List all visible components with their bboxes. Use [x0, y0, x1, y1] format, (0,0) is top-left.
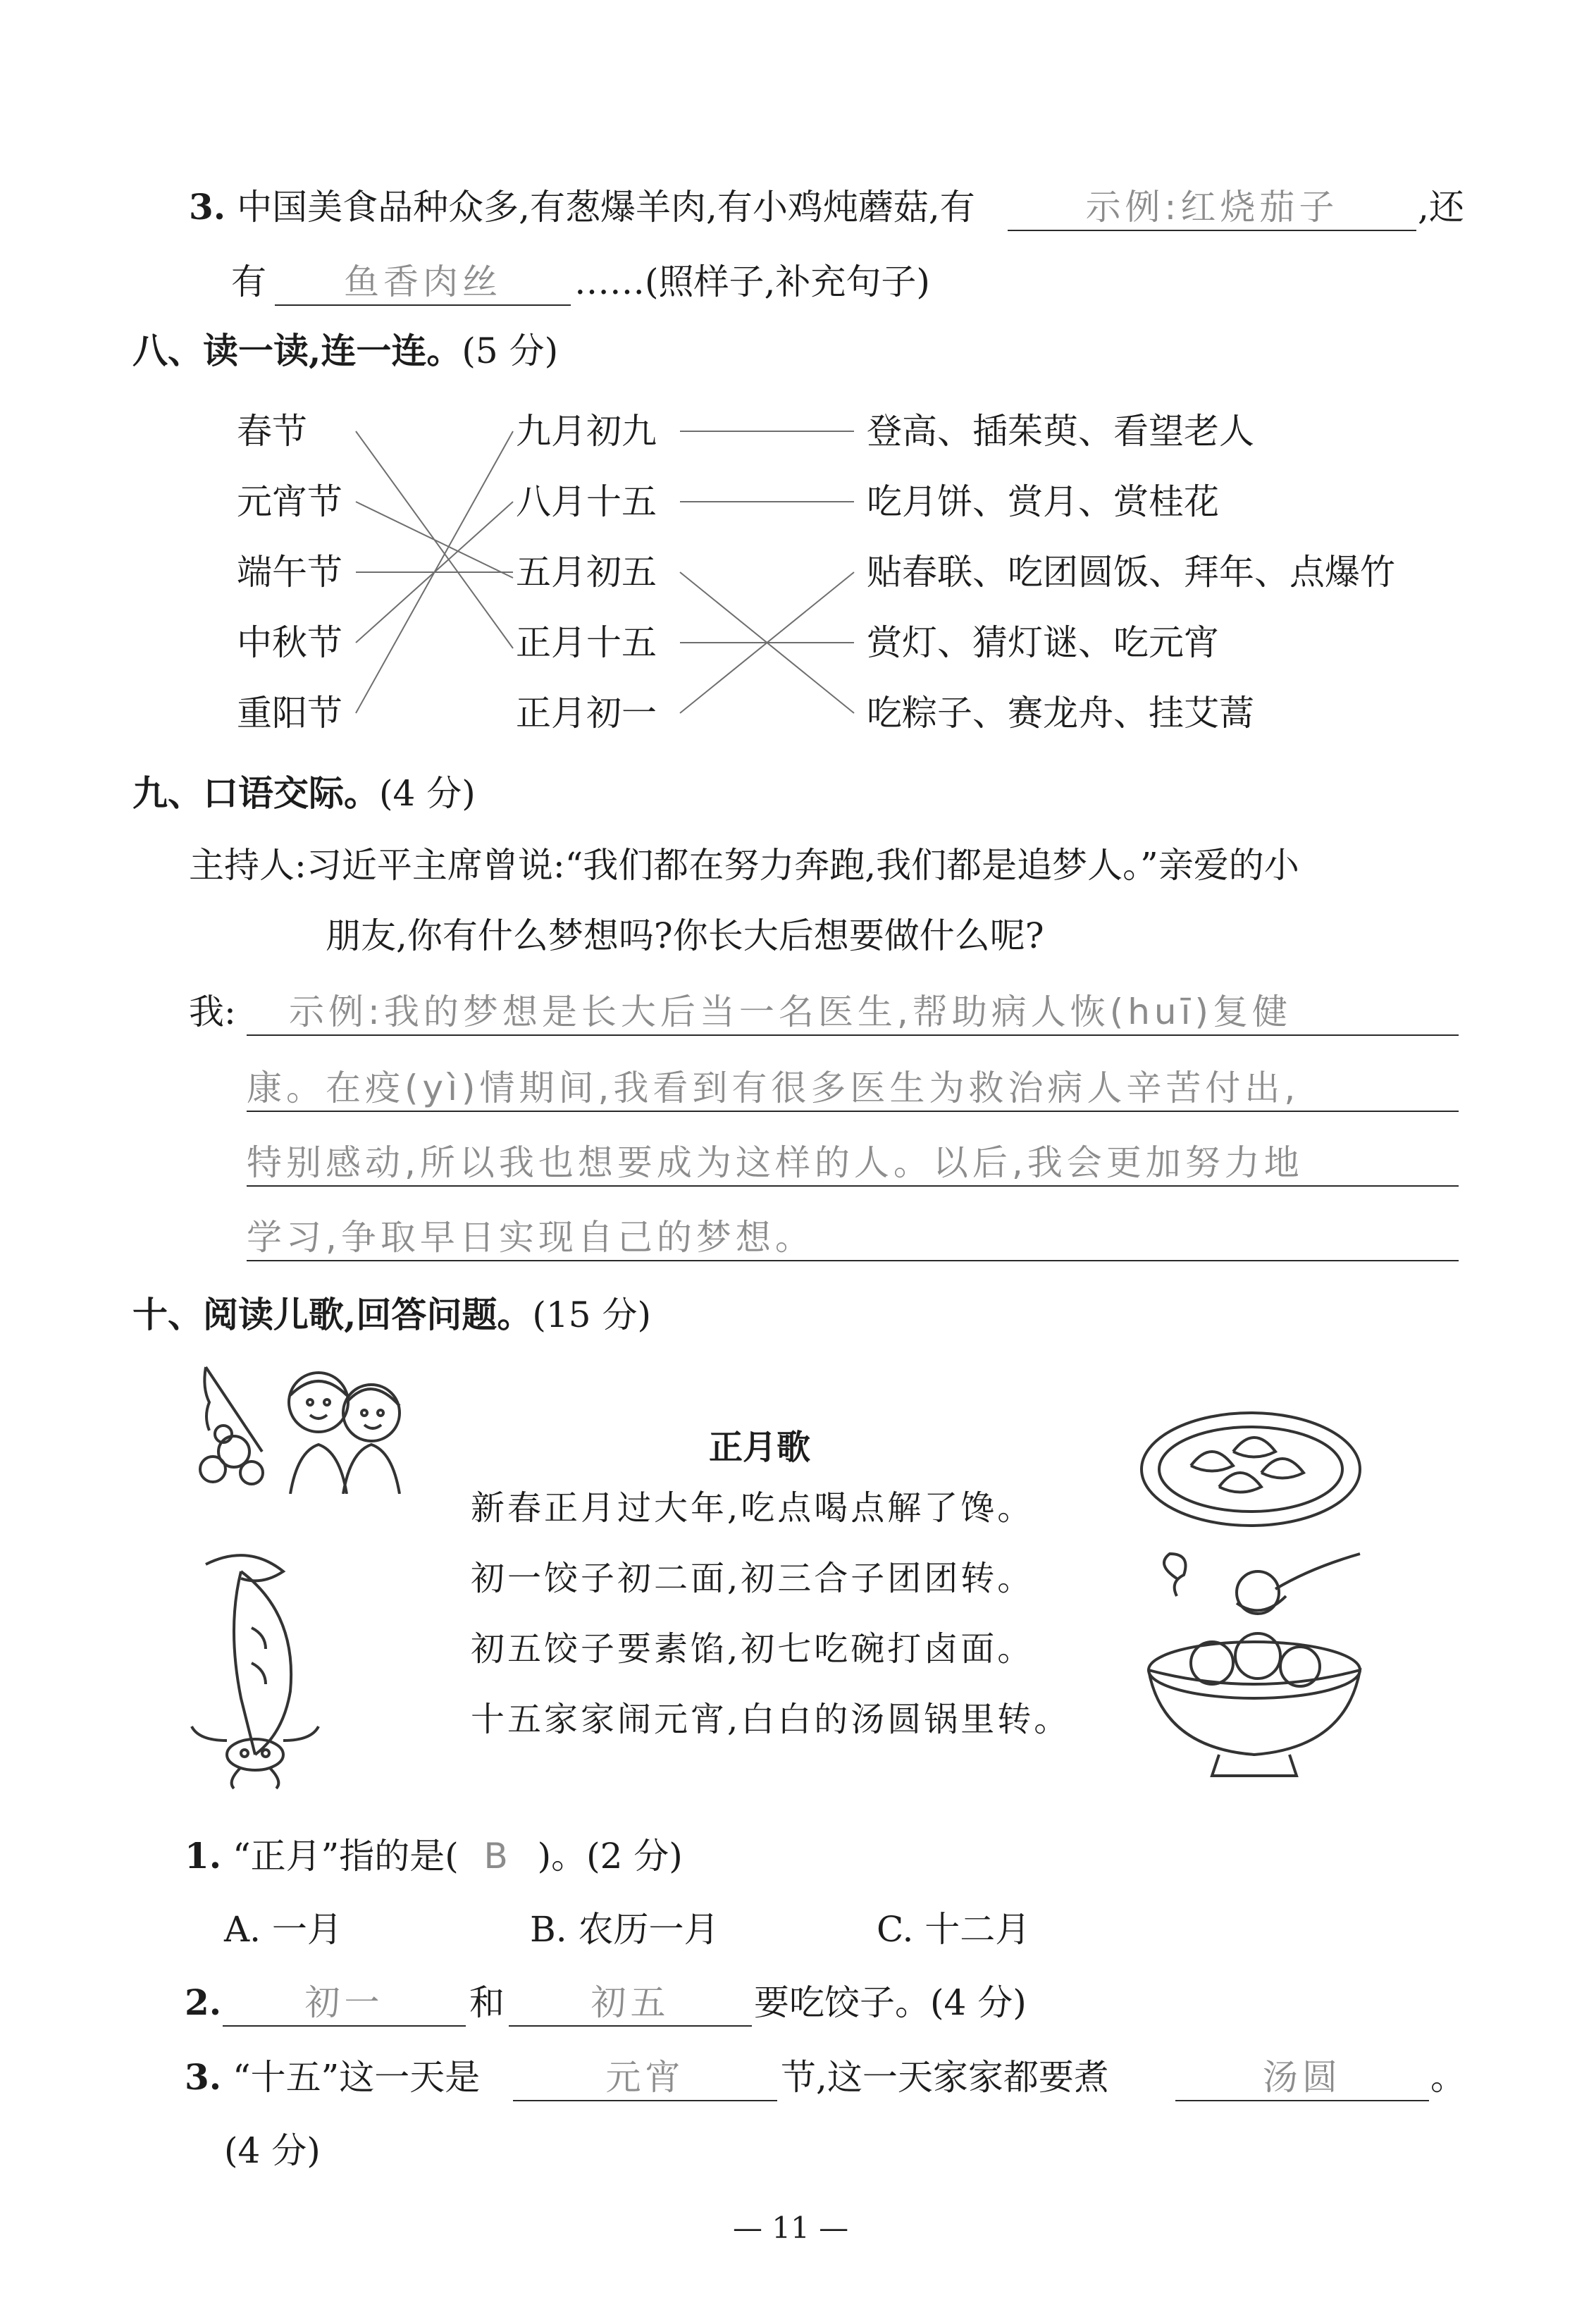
poem-title: 正月歌: [709, 1428, 811, 1467]
q7-3-tail: ,还: [1418, 187, 1464, 228]
handwritten-answer: 示例:我的梦想是长大后当一名医生,帮助病人恢(huī)复健: [289, 991, 1292, 1032]
q7-3-line2-post: ……(照样子,补充句子): [574, 261, 930, 302]
answer-blank-q3-2[interactable]: [1175, 2055, 1429, 2101]
option-b[interactable]: B. 农历一月: [530, 1909, 719, 1950]
q7-3-line2-pre: 有: [231, 261, 266, 302]
date-3: 五月初五: [516, 552, 657, 593]
poem-line-3: 初五饺子要素馅,初七吃碗打卤面。: [471, 1629, 1034, 1669]
custom-5: 吃粽子、赛龙舟、挂艾蒿: [867, 693, 1254, 734]
date-5: 正月初一: [516, 693, 657, 734]
festival-5: 重阳节: [237, 693, 342, 734]
answer-line-3[interactable]: [247, 1140, 1459, 1187]
section-score: (5 分): [462, 330, 559, 371]
option-c[interactable]: C. 十二月: [877, 1909, 1031, 1950]
section9-heading: [132, 771, 476, 816]
section-title: 十、阅读儿歌,回答问题。: [132, 1294, 533, 1335]
custom-3: 贴春联、吃团圆饭、拜年、点爆竹: [867, 552, 1395, 593]
answer-blank-q2-2[interactable]: [509, 1980, 752, 2027]
date-1: 九月初九: [516, 411, 657, 452]
children-fireworks-illustration: [185, 1353, 431, 1494]
festival-1: 春节: [237, 411, 307, 452]
question-number: 2.: [185, 1982, 222, 2023]
question-text-post: )。(2 分): [537, 1836, 683, 1877]
poem-line-2: 初一饺子初二面,初三合子团团转。: [471, 1559, 1034, 1598]
question-number: 3.: [185, 2056, 222, 2098]
host-line-1: 主持人:习近平主席曾说:“我们都在努力奔跑,我们都是追梦人。”亲爱的小: [189, 845, 1299, 886]
handwritten-answer: 初一: [304, 1982, 384, 2023]
question-number: 3.: [189, 186, 226, 228]
line-lantern-festival: [356, 502, 513, 578]
question-text-pre: “正月”指的是(: [233, 1836, 459, 1877]
section-title: 九、口语交际。: [132, 772, 379, 814]
handwritten-answer: 示例:红烧茄子: [1085, 187, 1339, 228]
section-title: 八、读一读,连一连。: [132, 330, 462, 371]
date-2: 八月十五: [516, 481, 657, 522]
festival-4: 中秋节: [237, 622, 342, 663]
poem-line-1: 新春正月过大年,吃点喝点解了馋。: [471, 1488, 1034, 1528]
carp-fish-illustration: [185, 1543, 326, 1790]
q10-3-post: 。: [1430, 2057, 1466, 2098]
answer-line-1[interactable]: [247, 989, 1459, 1036]
handwritten-answer: 汤圆: [1263, 2057, 1342, 2098]
handwritten-answer: 特别感动,所以我也想要成为这样的人。以后,我会更加努力地: [247, 1142, 1304, 1183]
dumplings-plate-illustration: [1134, 1402, 1367, 1536]
page-number: — 11 —: [733, 2211, 849, 2245]
question-number: 1.: [185, 1835, 222, 1877]
handwritten-answer: 康。在疫(yì)情期间,我看到有很多医生为救治病人辛苦付出,: [247, 1068, 1300, 1108]
custom-4: 赏灯、猜灯谜、吃元宵: [867, 622, 1219, 663]
handwritten-answer: 学习,争取早日实现自己的梦想。: [247, 1217, 815, 1258]
q10-3-mid: 节,这一天家家都要煮: [781, 2057, 1109, 2098]
q10-2-post: 要吃饺子。(4 分): [754, 1982, 1027, 2023]
handwritten-answer: 初五: [590, 1982, 670, 2023]
q10-2-mid: 和: [469, 1982, 505, 2023]
date-4: 正月十五: [516, 622, 657, 663]
tangyuan-bowl-illustration: [1134, 1550, 1367, 1783]
section-score: (15 分): [532, 1294, 651, 1335]
festival-2: 元宵节: [237, 481, 342, 522]
answer-line-2[interactable]: [247, 1065, 1459, 1112]
answer-blank-q3-1[interactable]: [513, 2055, 777, 2101]
handwritten-answer: 元宵: [605, 2057, 685, 2098]
option-a[interactable]: A. 一月: [224, 1909, 342, 1950]
q10-3-score: (4 分): [224, 2130, 321, 2171]
question-text-pre: “十五”这一天是: [233, 2057, 481, 2098]
q10-3-pre: [185, 2055, 480, 2100]
handwritten-answer[interactable]: B: [483, 1836, 512, 1877]
handwritten-answer: 鱼香肉丝: [344, 261, 502, 302]
festival-3: 端午节: [237, 552, 342, 593]
answer-line-4[interactable]: [247, 1215, 1459, 1261]
answer-blank-q2-1[interactable]: [223, 1980, 466, 2027]
me-label: 我:: [189, 991, 236, 1032]
custom-2: 吃月饼、赏月、赏桂花: [867, 481, 1219, 522]
custom-1: 登高、插茱萸、看望老人: [867, 411, 1254, 452]
q10-1-line: [185, 1834, 683, 1879]
poem-line-4: 十五家家闹元宵,白白的汤圆锅里转。: [471, 1700, 1071, 1739]
host-line-2: 朋友,你有什么梦想吗?你长大后想要做什么呢?: [326, 915, 1044, 956]
section10-heading: [132, 1292, 651, 1337]
section-score: (4 分): [379, 773, 476, 814]
question-text: 中国美食品种众多,有葱爆羊肉,有小鸡炖蘑菇,有: [237, 187, 975, 228]
